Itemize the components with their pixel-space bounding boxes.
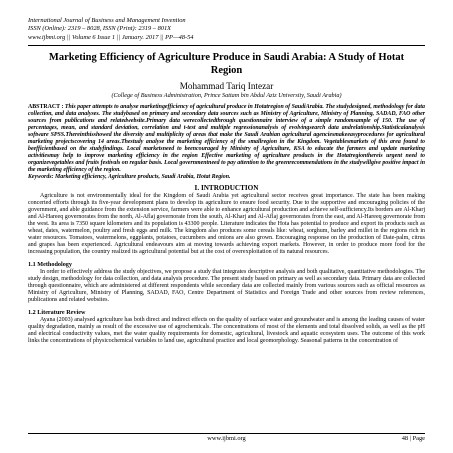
- abstract-label: ABSTRACT :: [28, 104, 64, 111]
- paper-affiliation: (College of Business Administration, Prince Sattam bin Abdul Aziz University, Saudi Arabia): [111, 92, 342, 100]
- keywords-text: Marketing efficiency, Agriculture products, Saudi Arabia, Hotat Region.: [55, 174, 231, 181]
- section-heading-literature-review: 1.2 Literature Review: [28, 309, 86, 317]
- abstract-text: This paper attempts to analyse marketingefficiency of agricultural produce in Hotatregion of SaudiArabia. The studydesigned, methodology for data collection, and data analyses. The studybased on primary and secondary data sources such as Ministry of Agriculture, Ministry of Planning, SADAD, FAO other sources from publications and relatedwebsite.Primary data werecollectedthrough questionnaire interview of a simple randomsample of 150. The use of percentages, mean, and standard deviation, correlation and t-test and multiple regressionanalysis of evolvingsearch data andrelationship.Statisticalanalysis software SPSS.Thereinthisshowed the diversity and multiplicity of areas that make the Saudi Arabian agricultural agenciesmakeeasyprocedures for agricultural marketing projectscovering 14 areas.Thestudy analyse the marketing efficiency of the smallregion in the Kingdom. Vegetablesmarkets of this area found to beefficientbased on the studyfindings. Local marketsneed to beencouraged by Ministry of Agriculture, KSA to educate the farmers and update marketing activitiesmay help to improve marketing efficiency in the region Effective marketing of agriculture products in the Hotatregionthereis urgent need to organizevegetables and fruits festivals on regular basis. Local governmentneed to pay attention to the greenrecommendations in the studywillgive positive impact in the marketing efficiency of the region.: [28, 104, 425, 174]
- section-heading-methodology: 1.1 Methodology: [28, 261, 72, 269]
- methodology-paragraph: In order to effectively address the study objectives, we propose a study that integrates descriptive analysis and both qualitative, quantitative methodologies. The study design, methodology for data collection, and data analysis procedure. The present study based on primary as well as secondary data. Primary data are collected through questionnaire, which are administered at different respondents while secondary data are collected mainly from various sources such as official resources as Ministry of Agriculture, Ministry of Planning, SADAD, FAO, Centre Department of Statistics and Foreign Trade and other sources from review references, publications and related websites.: [28, 269, 425, 304]
- journal-name: International Journal of Business and Management Invention: [28, 17, 186, 24]
- keywords-label: Keywords:: [28, 174, 54, 181]
- page-number: 48 | Page: [401, 435, 425, 442]
- keywords: [28, 174, 425, 181]
- abstract: [28, 104, 425, 174]
- paper-title: Marketing Efficiency of Agriculture Produce in Saudi Arabia: A Study of Hotat Region: [48, 52, 405, 76]
- journal-header: [28, 0, 425, 42]
- journal-web: www.ijbmi.org || Volume 6 Issue 1 || January. 2017 || PP—48-54: [28, 33, 194, 41]
- header-divider: [28, 45, 425, 46]
- paper-author: Mohammad Tariq Intezar: [179, 81, 274, 92]
- section-heading-introduction: I. INTRODUCTION: [194, 184, 259, 193]
- journal-issn: ISSN (Online): 2319 – 8028, ISSN (Print): 2319 – 801X: [28, 25, 172, 33]
- literature-review-paragraph: Ayana (2003) analysed agriculture has both direct and indirect effects on the quality of surface water and groundwater and is among the leading causes of water quality degradation, mainly as result of the excessive use of agrochemicals. The concentrations of most of the elements and total dissolved solids, as well as the pH and electrical conductivity values, met the water quality requirements for domestic, agricultural, livestock and aquatic ecosystem uses. The outcome of this work links the concentrations of physicochemical variables to land use, agricultural practice and local geomorphology. Seasonal patterns in the concentration of: [28, 317, 425, 345]
- introduction-paragraph: Agriculture is not environmentally ideal for the Kingdom of Saudi Arabia yet agricultural sector receives great importance. The state has been making concerted efforts through its five-year development plans to develop its agriculture to ensure food security. Due to the supportive and encouraging policies of the government, and able guidance from the extension service, farmers were able to enhance agricultural production and achieve self-sufficiency.Its borders are Al-Kharj and Al-Hareeq governorates from the north, Al-Aflaj governorate from the south, Al-Kharj and Al-Aflaj governorates from the east, and Al-Hareeq governorate from the west. Its area is 7350 square kilometers and its population is 43300 people. Literature indicates the Hota has potential to produce and export its products such as wheat, dates, watermelon, poultry and fresh eggs and milk. The kingdom also produces some cereals like: wheat, sorghum, barley and millet in the regions rich in water resources. Tomatoes, watermelons, eggplants, potatoes, cucumbers and onions are also grown. Encouraging response on the production of Date-palm, citrus and grapes has been experienced. Agricultural endeavours aim at moving towards achieving export markets. However, in order to produce more food for the increasing population, the country realized its agricultural potential but at the cost of overexploitation of its natural resources.: [28, 193, 425, 256]
- footer-url[interactable]: www.ijbmi.org: [207, 435, 246, 442]
- page-footer: [28, 433, 425, 444]
